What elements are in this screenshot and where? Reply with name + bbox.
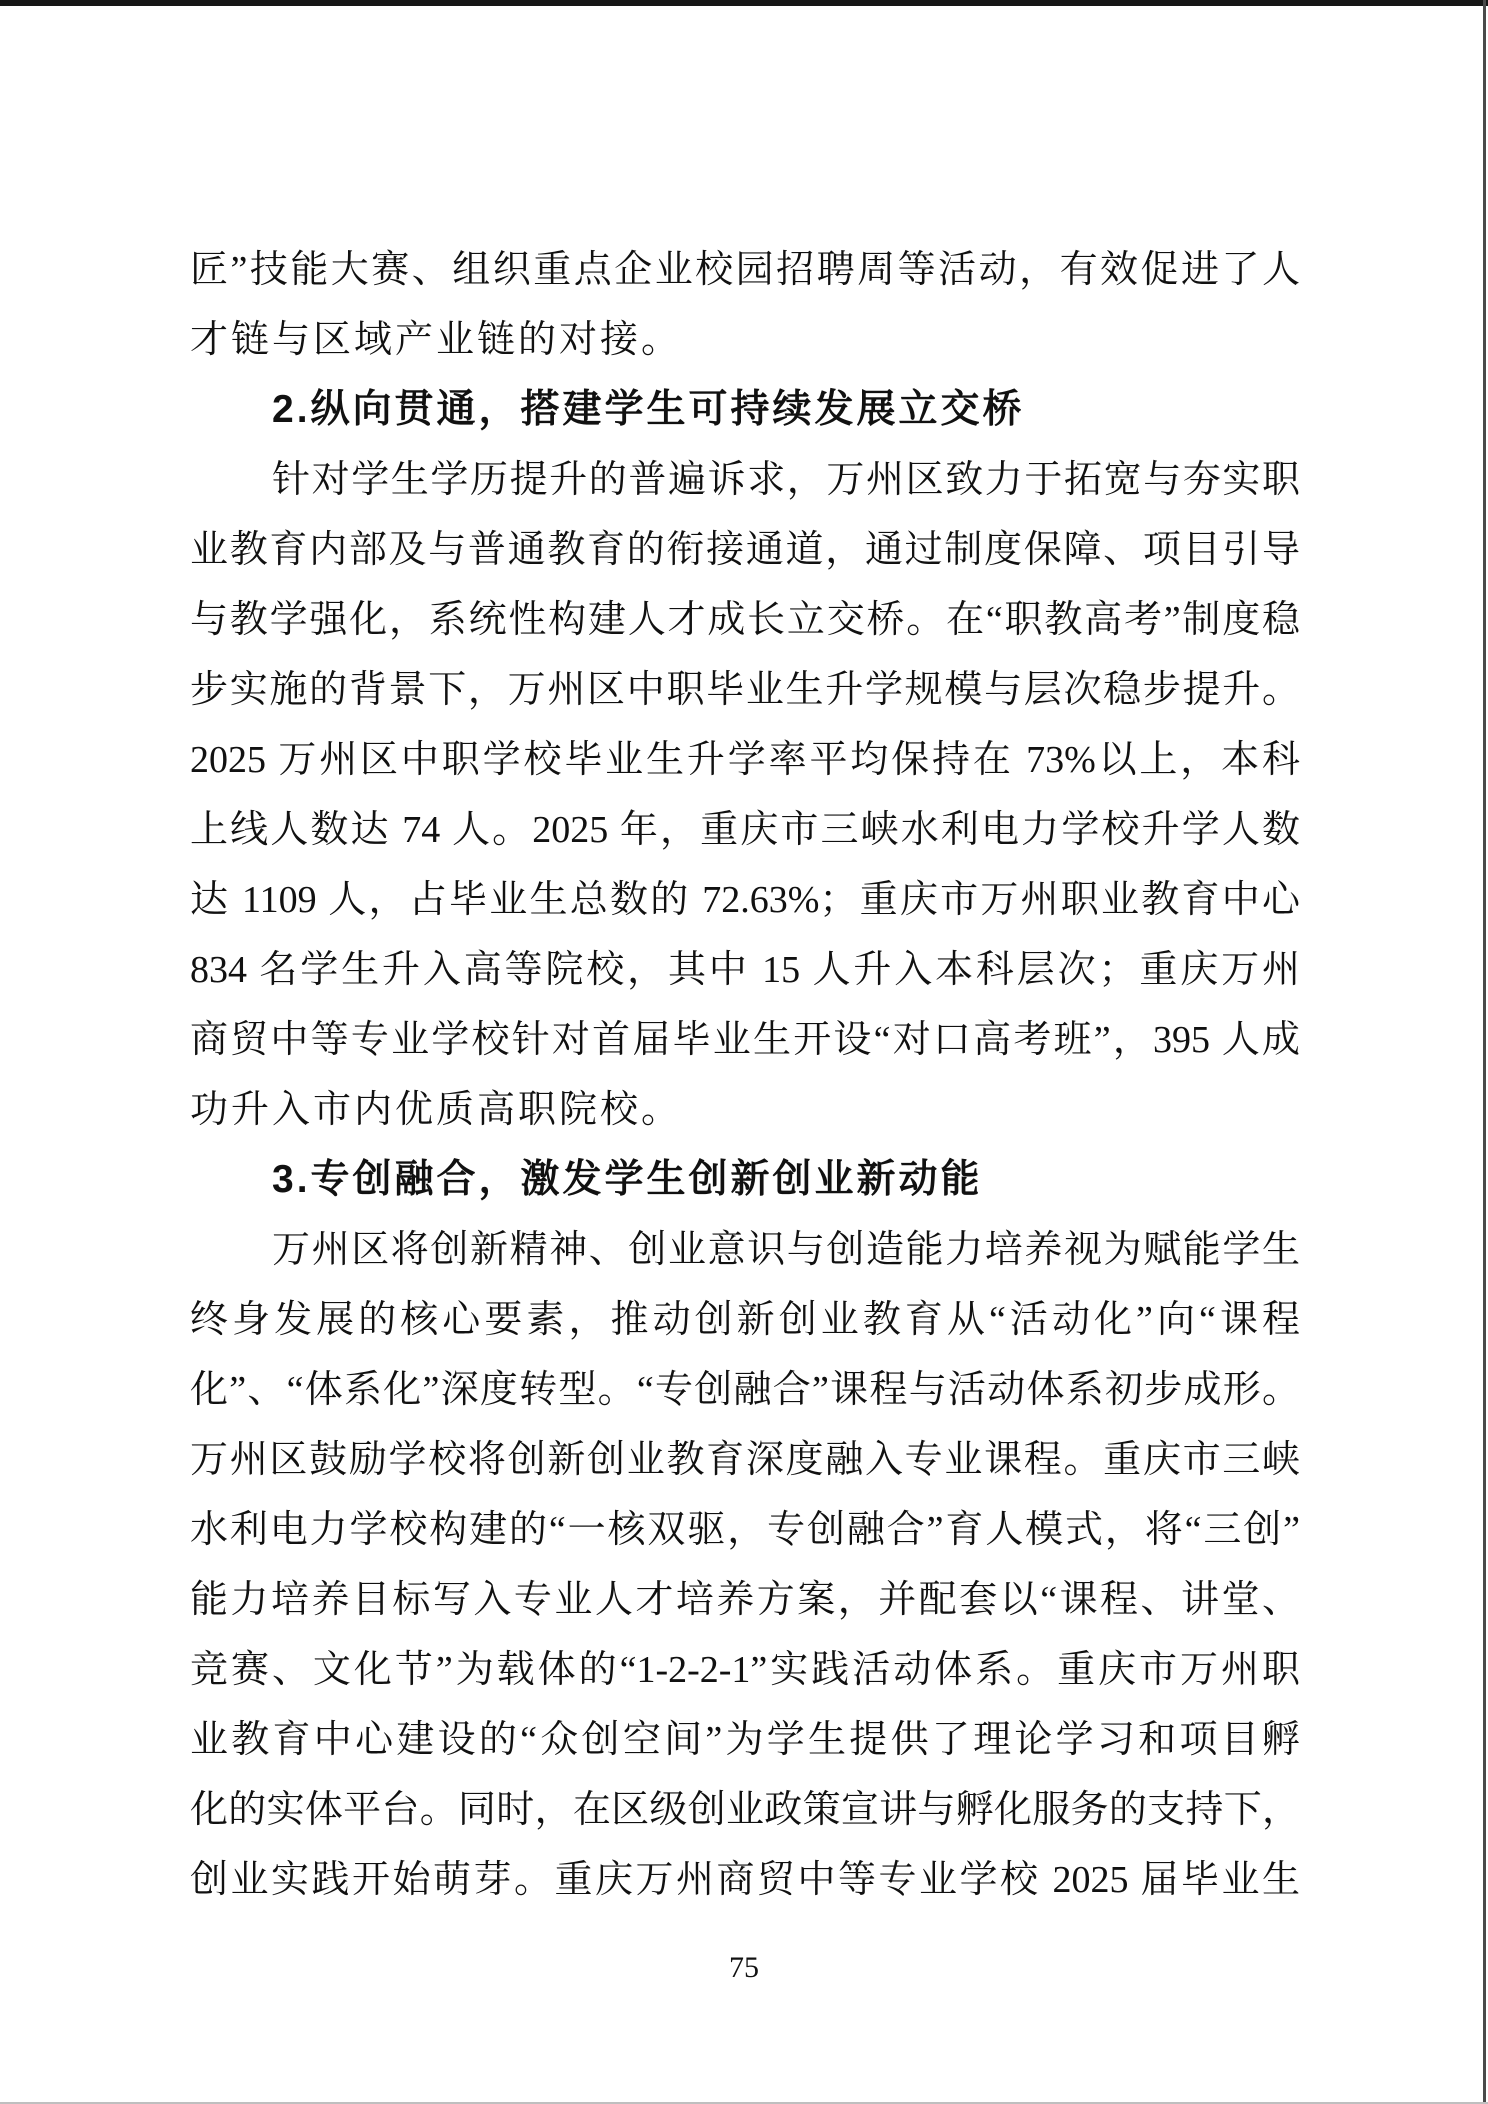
- text-line: 功升入市内优质高职院校。: [190, 1089, 683, 1131]
- text-line: 上线人数达 74 人。2025 年，重庆市三峡水利电力学校升学人数: [190, 809, 1300, 851]
- text-line: 达 1109 人，占毕业生总数的 72.63%；重庆市万州职业教育中心: [190, 879, 1300, 921]
- text-line: 与教学强化，系统性构建人才成长立交桥。在“职教高考”制度稳: [190, 599, 1300, 641]
- text-line: 业教育内部及与普通教育的衔接通道，通过制度保障、项目引导: [190, 529, 1300, 571]
- section-heading: 3.专创融合，激发学生创新创业新动能: [272, 1158, 983, 1201]
- text-line: 能力培养目标写入专业人才培养方案，并配套以“课程、讲堂、: [190, 1579, 1300, 1621]
- page-top-border: [0, 0, 1488, 6]
- text-line: 终身发展的核心要素，推动创新创业教育从“活动化”向“课程: [190, 1299, 1300, 1341]
- text-line: 才链与区域产业链的对接。: [190, 319, 683, 361]
- text-line: 水利电力学校构建的“一核双驱，专创融合”育人模式，将“三创”: [190, 1509, 1300, 1551]
- text-line: 万州区将创新精神、创业意识与创造能力培养视为赋能学生: [272, 1229, 1300, 1271]
- text-line: 2025 万州区中职学校毕业生升学率平均保持在 73%以上，本科: [190, 739, 1300, 781]
- text-line: 化”、“体系化”深度转型。“专创融合”课程与活动体系初步成形。: [190, 1369, 1300, 1411]
- text-line: 步实施的背景下，万州区中职毕业生升学规模与层次稳步提升。: [190, 669, 1300, 711]
- page-right-border: [1483, 0, 1486, 2104]
- text-line: 针对学生学历提升的普遍诉求，万州区致力于拓宽与夯实职: [272, 459, 1300, 501]
- text-line: 商贸中等专业学校针对首届毕业生开设“对口高考班”，395 人成: [190, 1019, 1300, 1061]
- text-line: 化的实体平台。同时，在区级创业政策宣讲与孵化服务的支持下，: [190, 1789, 1300, 1831]
- text-line: 万州区鼓励学校将创新创业教育深度融入专业课程。重庆市三峡: [190, 1439, 1300, 1481]
- text-line: 竞赛、文化节”为载体的“1-2-2-1”实践活动体系。重庆市万州职: [190, 1649, 1300, 1691]
- text-line: 匠”技能大赛、组织重点企业校园招聘周等活动，有效促进了人: [190, 249, 1300, 291]
- text-lines: [190, 235, 1300, 1915]
- section-heading: 2.纵向贯通，搭建学生可持续发展立交桥: [272, 388, 1025, 431]
- text-line: 创业实践开始萌芽。重庆万州商贸中等专业学校 2025 届毕业生: [190, 1859, 1300, 1901]
- text-line: 834 名学生升入高等院校，其中 15 人升入本科层次；重庆万州: [190, 949, 1300, 991]
- page-number: 75: [729, 1951, 759, 1984]
- text-line: 业教育中心建设的“众创空间”为学生提供了理论学习和项目孵: [190, 1719, 1300, 1761]
